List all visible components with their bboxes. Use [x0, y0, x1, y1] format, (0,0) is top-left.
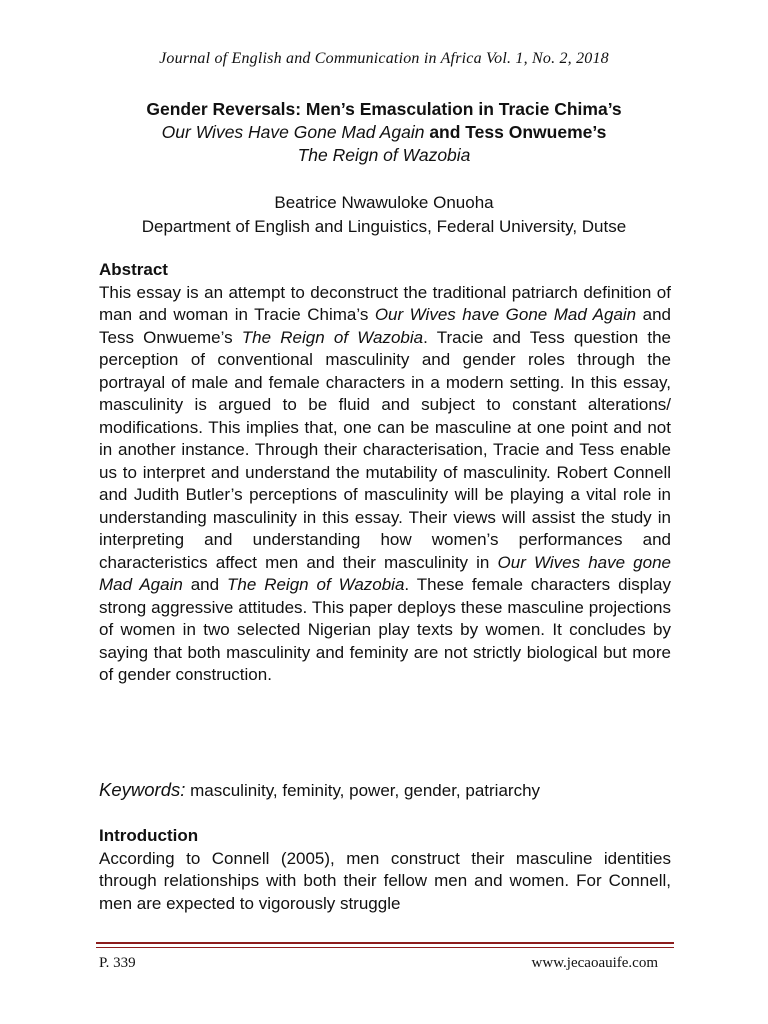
title-and: and Tess Onwueme’s: [424, 122, 607, 142]
title-work-1: Our Wives Have Gone Mad Again: [161, 122, 425, 142]
abstract-text-part: and: [182, 575, 227, 594]
abstract-text-part: . These female characters display strong aggressive attitudes. This paper deploys these masculine projections of women in two selected Nigerian play texts by women. It concludes by saying that both masculinity and feminity are not strictly biological but more of gender construction.: [99, 575, 671, 684]
abstract-work-title: Our Wives have Gone Mad Again: [374, 305, 637, 324]
author-name: Beatrice Nwawuloke Onuoha: [274, 193, 494, 212]
introduction-section: [99, 825, 671, 915]
footer-rule-thick: [96, 942, 674, 944]
author-affiliation: Department of English and Linguistics, Federal University, Dutse: [141, 217, 627, 236]
title-line-3: [60, 144, 708, 167]
footer-rule-thin: [96, 947, 674, 948]
introduction-text: According to Connell (2005), men construct their masculine identities through relationships with both their fellow men and women. For Connell, men are expected to vigorously struggle: [99, 848, 671, 913]
title-line-2: [60, 121, 708, 144]
page-number: P. 339: [99, 955, 136, 971]
keywords-line: [99, 779, 671, 801]
keywords-label: Keywords:: [99, 779, 186, 800]
abstract-section: [99, 259, 671, 687]
abstract-heading: Abstract: [99, 260, 168, 279]
title-work-2: The Reign of Wazobia: [297, 145, 471, 165]
abstract-text: [99, 282, 671, 687]
keywords-list: masculinity, feminity, power, gender, patriarchy: [190, 781, 541, 800]
journal-header: Journal of English and Communication in Africa Vol. 1, No. 2, 2018: [159, 50, 609, 67]
abstract-work-title: The Reign of Wazobia: [227, 575, 405, 594]
title-line-1: Gender Reversals: Men’s Emasculation in Tracie Chima’s: [146, 99, 622, 119]
article-title: [60, 98, 708, 167]
author-block: [60, 191, 708, 239]
abstract-text-part: . Tracie and Tess question the perception of conventional masculinity and gender roles through the portrayal of male and female characters in a modern setting. In this essay, masculinity is argued to be fluid and subject to constant alterations/ modifications. This implies that, one can be masculine at one point and not in another instance. Through their characterisation, Tracie and Tess enable us to interpret and understand the mutability of masculinity. Robert Connell and Judith Butler’s perceptions of masculinity will be playing a vital role in understanding masculinity in this essay. Their views will assist the study in interpreting and understanding how women’s performances and characteristics affect men and their masculinity in: [99, 327, 671, 572]
abstract-work-title: The Reign of Wazobia: [241, 327, 424, 347]
journal-website: www.jecaoauife.com: [531, 955, 658, 971]
abstract-work-title: Our Wives have gone Mad Again: [99, 552, 671, 594]
abstract-text-part: This essay is an attempt to deconstruct the traditional patriarch definition of man and woman in Tracie Chima’s: [99, 282, 671, 324]
abstract-text-part: and Tess Onwueme’s: [99, 305, 671, 347]
introduction-heading: Introduction: [99, 826, 199, 845]
